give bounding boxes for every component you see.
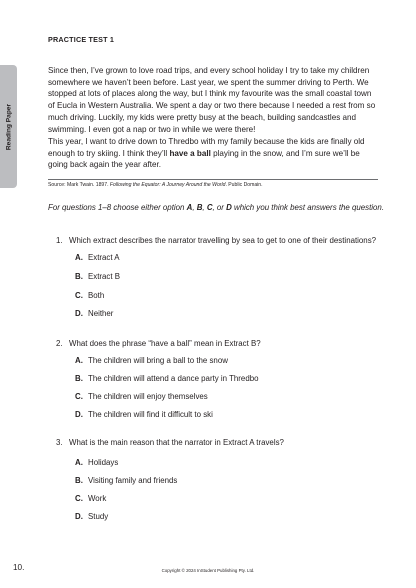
question-stem: [56, 339, 261, 348]
source-prefix: Source: Mark Twain. 1897.: [48, 182, 110, 188]
question-text: What is the main reason that the narrator in Extract A travels?: [69, 438, 284, 447]
source-divider: [48, 179, 378, 180]
question-text: Which extract describes the narrator travelling by sea to get to one of their destinations?: [69, 236, 377, 245]
option-b[interactable]: B. Visiting family and friends: [75, 476, 178, 485]
side-tab-reading-paper: [0, 65, 17, 188]
extract-b-text-end: playing in the snow, and I’m sure we’ll be going back again the year after.: [48, 148, 360, 170]
instructions: For questions 1–8 choose either option A, B, C, or D which you think best answers the question.: [48, 203, 385, 212]
question-number: 1.: [56, 236, 63, 245]
option-a[interactable]: A. Holidays: [75, 458, 119, 467]
extract-a-paragraph: Since then, I’ve grown to love road trips, and every school holiday I try to take my children somewhere we haven’t been before. Last year, we spent the summer driving to Perth. We stopped at lots of places along the way, but I think my favourite was the small coastal town of Eucla in Western Australia. We spent a day or two there because I needed a rest from so much driving. Luckily, my kids were pretty busy at the beach, building sandcastles and swimming. I even got a nap or two in while we were there!: [48, 66, 376, 134]
page-number: 10.: [13, 563, 25, 572]
option-d[interactable]: D. Study: [75, 512, 109, 521]
option-a[interactable]: A. Extract A: [75, 253, 120, 262]
extract-b-text-start: This year, I want to drive down to Thredbo with my family because the kids are finally old enough to try skiing. I think they’ll: [48, 137, 365, 158]
question-number: 3.: [56, 438, 63, 447]
question-stem: [56, 438, 284, 447]
option-b[interactable]: B. Extract B: [75, 272, 121, 281]
side-tab-label: Reading Paper: [5, 103, 12, 150]
option-d[interactable]: D. Neither: [75, 309, 114, 318]
question-stem: [56, 236, 376, 245]
option-a[interactable]: A. The children will bring a ball to the snow: [75, 356, 228, 365]
option-c[interactable]: C. Both: [75, 291, 105, 300]
extract-b-paragraph: [48, 136, 378, 171]
question-number: 2.: [56, 339, 63, 348]
extract-b-bold-phrase: have a ball: [169, 148, 211, 158]
option-b[interactable]: B. The children will attend a dance party in Thredbo: [75, 374, 259, 383]
option-c[interactable]: C. Work: [75, 494, 107, 503]
copyright-notice: Copyright © 2024 InStudent Publishing Pty. Ltd.: [161, 568, 255, 573]
option-c[interactable]: C. The children will enjoy themselves: [75, 392, 208, 401]
source-title: Following the Equator: A Journey Around the World: [109, 182, 226, 188]
option-d[interactable]: D. The children will find it difficult to ski: [75, 410, 213, 419]
source-suffix: . Public Domain.: [225, 182, 263, 188]
source-citation: [48, 182, 263, 188]
page-header-title: PRACTICE TEST 1: [48, 35, 115, 44]
question-text: What does the phrase “have a ball” mean in Extract B?: [69, 339, 261, 348]
